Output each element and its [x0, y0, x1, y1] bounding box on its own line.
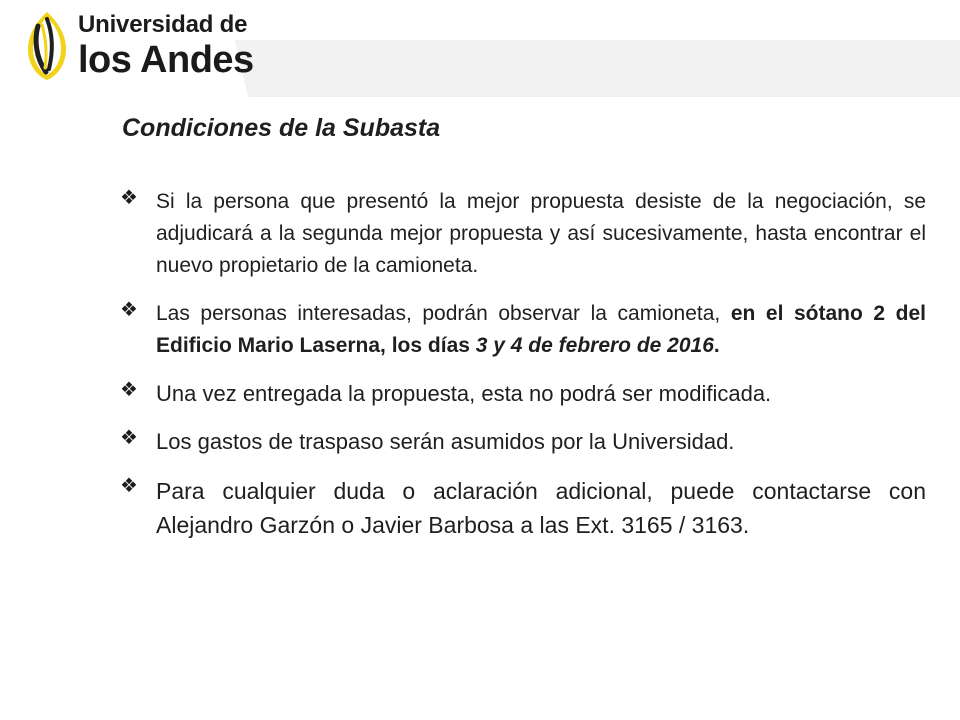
- condition-text-4: Los gastos de traspaso serán asumidos por la Universidad.: [156, 429, 735, 454]
- condition-item-3: [118, 378, 926, 410]
- condition-text-2-location: en el sótano 2 del Edificio Mario Laserna, los días: [156, 302, 926, 357]
- university-seal-icon: [24, 10, 70, 82]
- diamond-bullet-icon: ❖: [120, 299, 138, 321]
- diamond-bullet-icon: ❖: [120, 475, 138, 497]
- slide-content: [118, 186, 926, 542]
- diamond-bullet-icon: ❖: [120, 187, 138, 209]
- condition-item-2: [118, 298, 926, 362]
- condition-text-5: Para cualquier duda o aclaración adicional, puede contactarse con Alejandro Garzón o Javier Barbosa a las Ext. 3165 / 3163.: [156, 478, 926, 538]
- condition-text-3: Una vez entregada la propuesta, esta no podrá ser modificada.: [156, 381, 772, 406]
- diamond-bullet-icon: ❖: [120, 379, 138, 401]
- slide-title: Condiciones de la Subasta: [122, 114, 441, 142]
- condition-item-5: [118, 474, 926, 542]
- diamond-bullet-icon: ❖: [120, 427, 138, 449]
- condition-text-2: [156, 298, 926, 362]
- university-name-line-1: Universidad de: [78, 11, 248, 38]
- condition-text-2-date: 3 y 4 de febrero de 2016: [475, 334, 714, 357]
- condition-text-2-prefix: Las personas interesadas, podrán observar la camioneta,: [156, 302, 731, 325]
- condition-text-2-suffix: .: [713, 334, 720, 357]
- university-name: [78, 13, 254, 79]
- condition-text-1: Si la persona que presentó la mejor propuesta desiste de la negociación, se adjudicará a la segunda mejor propuesta y así sucesivamente, hasta encontrar el nuevo propietario de la camioneta.: [156, 190, 926, 277]
- university-name-line-2: los Andes: [78, 39, 254, 81]
- conditions-list: [118, 186, 926, 542]
- condition-item-1: [118, 186, 926, 282]
- condition-item-4: [118, 426, 926, 458]
- university-logo: [24, 10, 254, 82]
